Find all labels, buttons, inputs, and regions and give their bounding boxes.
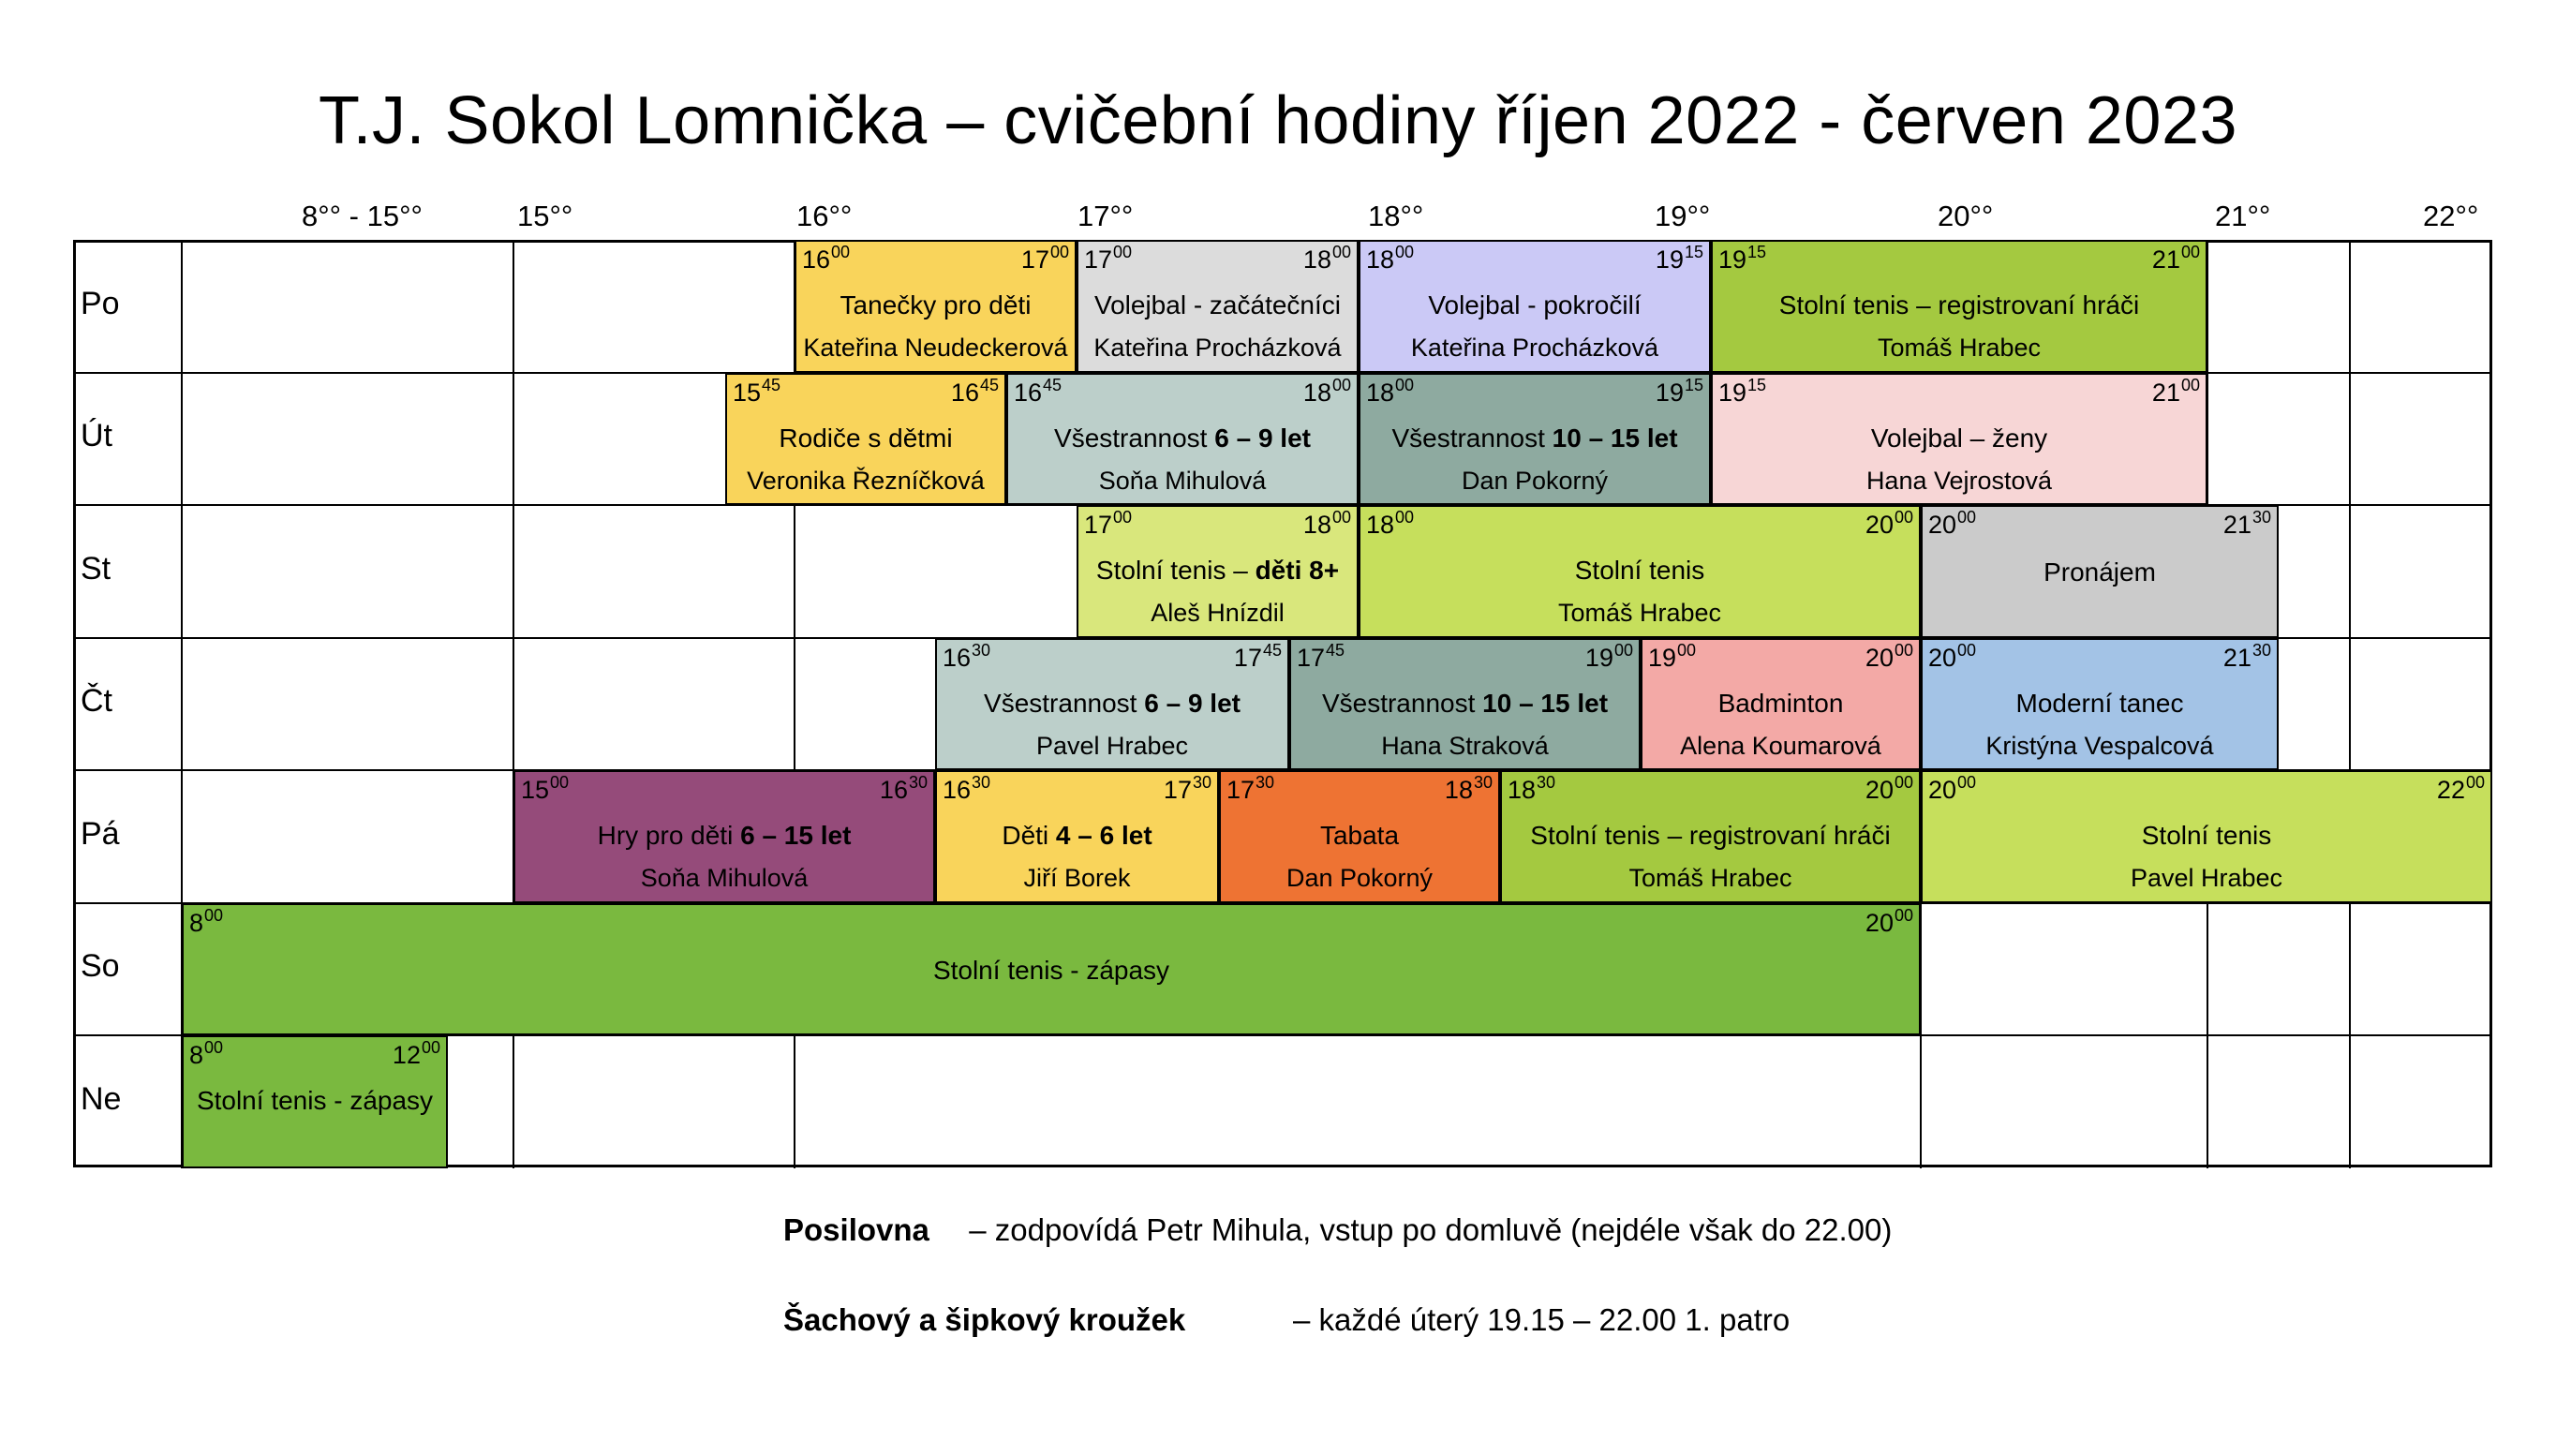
hour: 19 bbox=[1655, 245, 1684, 274]
note-gym-label: Posilovna bbox=[783, 1212, 929, 1247]
activity-text: Hry pro děti bbox=[597, 821, 741, 850]
hour: 21 bbox=[2151, 378, 2180, 407]
block-trainer: Hana Straková bbox=[1381, 731, 1549, 760]
minutes: 45 bbox=[979, 375, 999, 394]
hour: 18 bbox=[1302, 245, 1331, 274]
minutes: 30 bbox=[1192, 773, 1211, 792]
block-activity: Volejbal - začátečníci bbox=[1093, 290, 1342, 319]
block-start-time bbox=[1928, 508, 1977, 540]
block-end-time bbox=[2151, 375, 2200, 408]
block-start-time bbox=[1718, 375, 1767, 408]
minutes: 30 bbox=[972, 773, 991, 792]
hour: 16 bbox=[879, 776, 908, 804]
block-start-time bbox=[1928, 640, 1977, 673]
block-activity bbox=[1360, 423, 1709, 453]
minutes: 00 bbox=[204, 1038, 224, 1057]
minutes: 00 bbox=[1894, 905, 1913, 925]
minutes: 00 bbox=[1395, 243, 1415, 261]
hour: 16 bbox=[1014, 378, 1043, 407]
block-end-time bbox=[1444, 773, 1493, 805]
block-end-time bbox=[1584, 640, 1633, 673]
day-label: St bbox=[81, 550, 111, 587]
block-end-time bbox=[950, 375, 999, 408]
block-end-time bbox=[879, 773, 928, 805]
block-activity: Volejbal - pokročilí bbox=[1428, 290, 1642, 319]
minutes: 30 bbox=[2251, 640, 2271, 660]
block-end-time bbox=[1865, 640, 1913, 673]
day-label: So bbox=[81, 948, 120, 985]
block-start-time bbox=[1366, 245, 1414, 275]
block-start-time bbox=[1297, 640, 1345, 673]
block-activity: Stolní tenis – registrovaní hráči bbox=[1530, 821, 1891, 850]
hour: 21 bbox=[2222, 511, 2251, 539]
hour: 19 bbox=[1718, 378, 1747, 407]
minutes: 00 bbox=[1331, 508, 1351, 527]
block-start-time bbox=[733, 375, 781, 408]
schedule-block bbox=[1500, 770, 1921, 903]
day-label: Pá bbox=[81, 815, 120, 852]
block-activity: Pronájem bbox=[2043, 557, 2156, 587]
hour: 22 bbox=[2436, 776, 2465, 804]
minutes: 30 bbox=[908, 773, 928, 792]
activity-age-range: děti 8+ bbox=[1255, 556, 1340, 585]
minutes: 00 bbox=[1113, 243, 1133, 261]
activity-age-range: 10 – 15 let bbox=[1482, 688, 1609, 718]
hour: 16 bbox=[950, 378, 979, 407]
schedule-block bbox=[1359, 505, 1921, 638]
minutes: 30 bbox=[1256, 773, 1275, 792]
block-start-time bbox=[189, 905, 224, 938]
time-header-label: 18°° bbox=[1368, 200, 1424, 232]
schedule-block bbox=[935, 770, 1219, 903]
minutes: 00 bbox=[1395, 375, 1415, 394]
time-header-label: 21°° bbox=[2215, 200, 2271, 232]
minutes: 00 bbox=[1395, 508, 1415, 527]
minutes: 00 bbox=[1957, 508, 1977, 527]
note-gym bbox=[783, 1212, 1892, 1248]
schedule-block bbox=[1921, 770, 2492, 903]
day-label: Út bbox=[81, 418, 112, 454]
schedule-block bbox=[1641, 638, 1921, 771]
minutes: 00 bbox=[1113, 508, 1133, 527]
schedule-block bbox=[1359, 240, 1711, 373]
block-end-time bbox=[1302, 375, 1351, 408]
hour: 20 bbox=[1865, 776, 1894, 804]
minutes: 15 bbox=[1684, 243, 1703, 261]
activity-age-range: 10 – 15 let bbox=[1552, 423, 1678, 453]
column-divider bbox=[794, 505, 795, 638]
hour: 15 bbox=[733, 378, 762, 407]
block-trainer: Kateřina Procházková bbox=[1093, 334, 1342, 362]
time-header-label: 19°° bbox=[1655, 200, 1711, 232]
block-activity bbox=[515, 821, 933, 851]
block-trainer: Kateřina Neudeckerová bbox=[803, 334, 1068, 362]
minutes: 30 bbox=[2251, 508, 2271, 527]
schedule-block bbox=[1077, 505, 1359, 638]
hour: 18 bbox=[1302, 378, 1331, 407]
minutes: 00 bbox=[831, 243, 851, 261]
block-trainer: Soňa Mihulová bbox=[640, 864, 809, 892]
schedule-block bbox=[513, 770, 935, 903]
block-end-time bbox=[2222, 508, 2271, 540]
day-label: Po bbox=[81, 285, 120, 321]
hour: 18 bbox=[1366, 245, 1395, 274]
minutes: 00 bbox=[204, 905, 224, 925]
block-trainer: Hana Vejrostová bbox=[1865, 466, 2053, 495]
activity-text: Všestrannost bbox=[1054, 423, 1215, 453]
hour: 18 bbox=[1302, 511, 1331, 539]
block-activity: Badminton bbox=[1717, 688, 1844, 718]
block-start-time bbox=[521, 773, 570, 805]
minutes: 00 bbox=[1894, 508, 1913, 527]
block-start-time bbox=[1718, 245, 1766, 275]
minutes: 00 bbox=[1894, 773, 1913, 792]
block-start-time bbox=[943, 640, 991, 673]
minutes: 15 bbox=[1747, 243, 1767, 261]
block-activity bbox=[937, 821, 1217, 851]
note-gym-text: – zodpovídá Petr Mihula, vstup po domluvě (nejdéle však do 22.00) bbox=[969, 1212, 1893, 1247]
minutes: 00 bbox=[1957, 773, 1977, 792]
block-end-time bbox=[1233, 640, 1282, 673]
block-trainer: Tomáš Hrabec bbox=[1877, 334, 2042, 362]
block-trainer: Kateřina Procházková bbox=[1410, 334, 1659, 362]
block-activity: Rodiče s dětmi bbox=[779, 423, 953, 453]
hour: 21 bbox=[2222, 643, 2251, 672]
time-header-label: 22°° bbox=[2423, 200, 2479, 232]
hour: 16 bbox=[943, 643, 972, 672]
time-header-label: 15°° bbox=[517, 200, 573, 232]
block-end-time bbox=[1865, 905, 1913, 938]
hour: 19 bbox=[1718, 245, 1747, 274]
hour: 17 bbox=[1020, 245, 1049, 274]
minutes: 00 bbox=[421, 1038, 440, 1057]
block-end-time bbox=[1655, 375, 1703, 408]
block-start-time bbox=[1226, 773, 1275, 805]
schedule-block bbox=[935, 638, 1289, 771]
minutes: 00 bbox=[1331, 243, 1351, 261]
block-trainer: Veronika Řezníčková bbox=[747, 466, 985, 495]
block-start-time bbox=[1084, 245, 1132, 275]
minutes: 30 bbox=[972, 640, 991, 660]
time-header-label: 20°° bbox=[1938, 200, 1994, 232]
block-start-time bbox=[1928, 773, 1977, 805]
minutes: 45 bbox=[762, 375, 781, 394]
block-activity: Tanečky pro děti bbox=[840, 290, 1032, 319]
block-trainer: Pavel Hrabec bbox=[1035, 731, 1189, 760]
schedule-block bbox=[182, 903, 1921, 1036]
hour: 20 bbox=[1928, 776, 1957, 804]
block-start-time bbox=[189, 1038, 224, 1070]
hour: 17 bbox=[1297, 643, 1326, 672]
block-start-time bbox=[1366, 375, 1415, 408]
hour: 18 bbox=[1444, 776, 1473, 804]
minutes: 00 bbox=[1677, 640, 1697, 660]
hour: 8 bbox=[189, 908, 204, 937]
minutes: 15 bbox=[1747, 375, 1767, 394]
minutes: 45 bbox=[1262, 640, 1282, 660]
activity-age-range: 6 – 9 let bbox=[1214, 423, 1311, 453]
block-end-time bbox=[1865, 508, 1913, 540]
minutes: 00 bbox=[550, 773, 570, 792]
block-activity bbox=[1291, 689, 1639, 719]
hour: 20 bbox=[1928, 511, 1957, 539]
activity-age-range: 6 – 9 let bbox=[1144, 688, 1241, 718]
minutes: 00 bbox=[1331, 375, 1351, 394]
hour: 17 bbox=[1226, 776, 1256, 804]
block-activity: Stolní tenis bbox=[1574, 556, 1705, 585]
block-end-time bbox=[2222, 640, 2271, 673]
activity-text: Všestrannost bbox=[1321, 688, 1483, 718]
block-start-time bbox=[802, 245, 850, 275]
hour: 18 bbox=[1366, 511, 1395, 539]
schedule-block bbox=[795, 240, 1077, 373]
activity-text: Všestrannost bbox=[1391, 423, 1553, 453]
block-end-time bbox=[392, 1038, 440, 1070]
minutes: 30 bbox=[1473, 773, 1493, 792]
block-start-time bbox=[943, 773, 991, 805]
hour: 17 bbox=[1084, 511, 1113, 539]
hour: 16 bbox=[802, 245, 831, 274]
hour: 19 bbox=[1648, 643, 1677, 672]
minutes: 00 bbox=[1049, 243, 1069, 261]
block-end-time bbox=[1302, 508, 1351, 540]
hour: 20 bbox=[1928, 643, 1957, 672]
block-activity: Stolní tenis bbox=[2141, 821, 2272, 850]
hour: 17 bbox=[1084, 245, 1113, 274]
block-trainer: Jiří Borek bbox=[1023, 864, 1131, 892]
block-activity: Tabata bbox=[1319, 821, 1400, 850]
minutes: 00 bbox=[1894, 640, 1913, 660]
column-divider bbox=[794, 638, 795, 771]
note-chess bbox=[783, 1302, 1185, 1338]
block-trainer: Kristýna Vespalcová bbox=[1985, 731, 2214, 760]
block-start-time bbox=[1014, 375, 1063, 408]
hour: 18 bbox=[1366, 378, 1395, 407]
hour: 17 bbox=[1163, 776, 1192, 804]
schedule-block bbox=[1711, 240, 2207, 373]
block-end-time bbox=[1021, 245, 1069, 275]
note-chess-label: Šachový a šipkový kroužek bbox=[783, 1302, 1186, 1337]
block-end-time bbox=[1656, 245, 1703, 275]
schedule-block bbox=[1359, 373, 1711, 506]
schedule-block bbox=[1077, 240, 1359, 373]
activity-age-range: 4 – 6 let bbox=[1055, 821, 1152, 850]
hour: 16 bbox=[943, 776, 972, 804]
block-trainer: Dan Pokorný bbox=[1285, 864, 1434, 892]
block-trainer: Tomáš Hrabec bbox=[1628, 864, 1792, 892]
block-end-time bbox=[2152, 245, 2200, 275]
time-header-label: 8°° - 15°° bbox=[302, 200, 423, 232]
minutes: 00 bbox=[2180, 375, 2200, 394]
block-activity: Stolní tenis - zápasy bbox=[196, 1086, 434, 1115]
schedule-block bbox=[1289, 638, 1641, 771]
day-label: Čt bbox=[81, 683, 112, 720]
block-activity bbox=[937, 689, 1287, 719]
block-trainer: Pavel Hrabec bbox=[2130, 864, 2283, 892]
hour: 20 bbox=[1865, 908, 1894, 937]
minutes: 00 bbox=[2465, 773, 2485, 792]
minutes: 00 bbox=[1613, 640, 1633, 660]
hour: 18 bbox=[1508, 776, 1537, 804]
block-activity: Stolní tenis - zápasy bbox=[932, 955, 1170, 985]
block-end-time bbox=[2436, 773, 2485, 805]
block-start-time bbox=[1648, 640, 1697, 673]
block-start-time bbox=[1508, 773, 1556, 805]
hour: 20 bbox=[1865, 643, 1894, 672]
block-end-time bbox=[1865, 773, 1913, 805]
activity-text: Všestrannost bbox=[984, 688, 1145, 718]
block-activity: Volejbal – ženy bbox=[1870, 423, 2048, 453]
block-start-time bbox=[1366, 508, 1415, 540]
day-label: Ne bbox=[81, 1080, 122, 1117]
hour: 15 bbox=[521, 776, 550, 804]
block-trainer: Soňa Mihulová bbox=[1098, 466, 1267, 495]
minutes: 00 bbox=[1957, 640, 1977, 660]
note-chess-text: – každé úterý 19.15 – 22.00 1. patro bbox=[1293, 1302, 1791, 1337]
block-end-time bbox=[1163, 773, 1211, 805]
block-activity bbox=[1078, 556, 1357, 586]
block-end-time bbox=[1303, 245, 1351, 275]
hour: 20 bbox=[1865, 511, 1894, 539]
time-header-label: 16°° bbox=[796, 200, 853, 232]
hour: 8 bbox=[189, 1041, 204, 1069]
activity-text: Stolní tenis – bbox=[1095, 556, 1256, 585]
activity-text: Děti bbox=[1002, 821, 1056, 850]
time-header-label: 17°° bbox=[1077, 200, 1134, 232]
schedule-block bbox=[1921, 638, 2279, 771]
minutes: 00 bbox=[2180, 243, 2200, 261]
minutes: 45 bbox=[1326, 640, 1345, 660]
hour: 12 bbox=[392, 1041, 421, 1069]
minutes: 45 bbox=[1043, 375, 1063, 394]
page-title: T.J. Sokol Lomnička – cvičební hodiny říjen 2022 - červen 2023 bbox=[318, 83, 2238, 158]
schedule-block bbox=[182, 1035, 448, 1168]
block-trainer: Aleš Hnízdil bbox=[1151, 599, 1285, 627]
hour: 19 bbox=[1655, 378, 1684, 407]
block-trainer: Tomáš Hrabec bbox=[1557, 599, 1722, 627]
schedule-block bbox=[1219, 770, 1500, 903]
hour: 21 bbox=[2151, 245, 2180, 274]
schedule-block bbox=[1921, 505, 2279, 638]
activity-age-range: 6 – 15 let bbox=[740, 821, 852, 850]
minutes: 30 bbox=[1537, 773, 1556, 792]
hour: 17 bbox=[1233, 643, 1262, 672]
schedule-block bbox=[1711, 373, 2207, 506]
schedule-block bbox=[1006, 373, 1359, 506]
block-trainer: Dan Pokorný bbox=[1461, 466, 1609, 495]
block-trainer: Alena Koumarová bbox=[1680, 731, 1881, 760]
schedule-block bbox=[725, 373, 1006, 506]
minutes: 15 bbox=[1684, 375, 1703, 394]
block-activity: Moderní tanec bbox=[2015, 688, 2184, 718]
block-activity: Stolní tenis – registrovaní hráči bbox=[1778, 290, 2140, 319]
column-divider bbox=[2349, 240, 2351, 1168]
hour: 19 bbox=[1584, 643, 1613, 672]
block-activity bbox=[1008, 423, 1357, 453]
block-start-time bbox=[1084, 508, 1133, 540]
